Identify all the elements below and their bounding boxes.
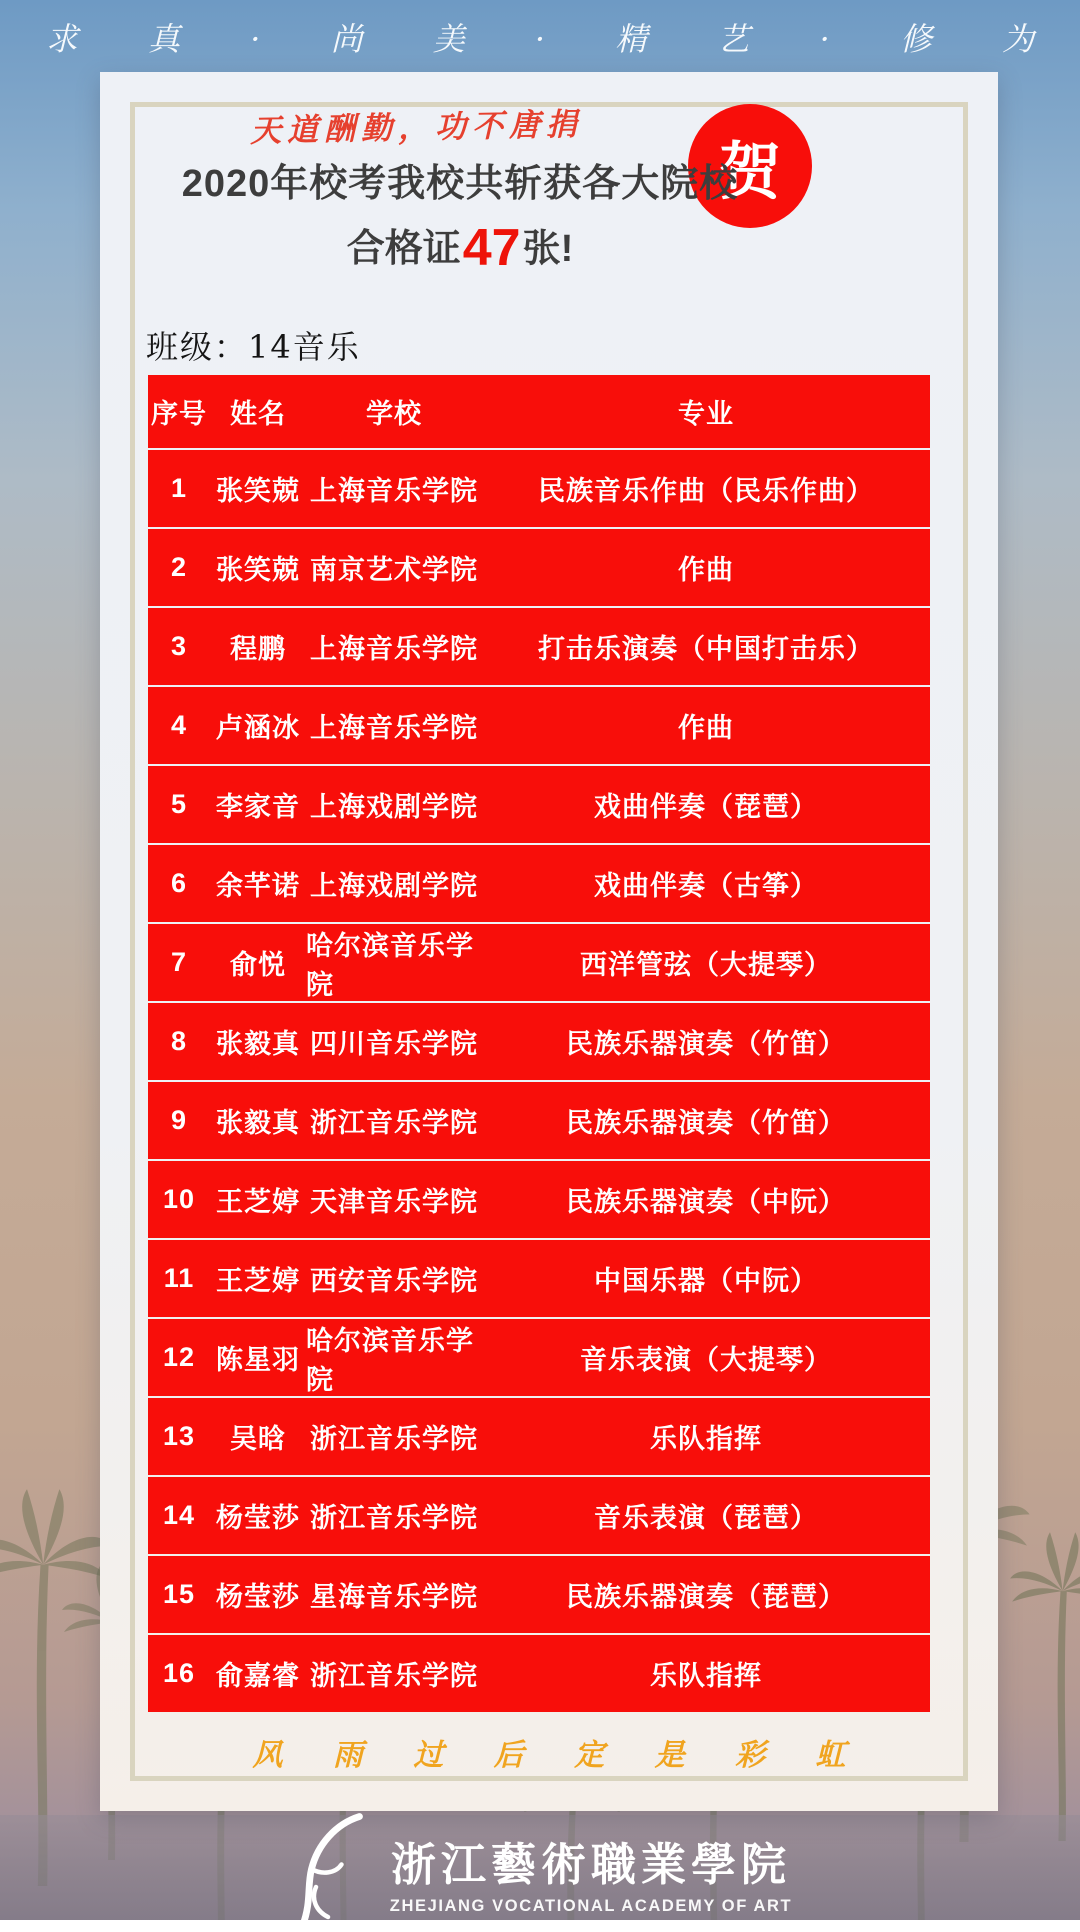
major-name: 音乐表演（大提琴）	[580, 1345, 832, 1375]
student-name: 杨莹莎	[216, 1503, 300, 1533]
school-name: 上海戏剧学院	[310, 792, 478, 822]
table-row	[148, 1082, 930, 1159]
school-name: 星海音乐学院	[310, 1582, 478, 1612]
student-name: 吴晗	[230, 1424, 286, 1454]
student-name: 张笑兢	[216, 476, 300, 506]
title-block	[140, 152, 780, 277]
table-row	[148, 1240, 930, 1317]
school-name: 上海音乐学院	[310, 713, 478, 743]
title-line2-suffix: 张!	[522, 228, 574, 270]
major-name: 乐队指挥	[650, 1424, 762, 1454]
student-name: 杨莹莎	[216, 1582, 300, 1612]
major-name: 作曲	[678, 555, 734, 585]
table-row	[148, 1477, 930, 1554]
table-row	[148, 450, 930, 527]
major-name: 音乐表演（琵琶）	[594, 1503, 818, 1533]
student-name: 李家音	[216, 792, 300, 822]
student-name: 俞悦	[230, 950, 286, 980]
table-row	[148, 608, 930, 685]
school-name: 浙江音乐学院	[310, 1661, 478, 1691]
row-number: 8	[170, 1026, 188, 1056]
row-number: 15	[162, 1579, 196, 1609]
title-line1: 2020年校考我校共斩获各大院校	[181, 163, 739, 205]
table-row	[148, 1635, 930, 1712]
footer-logo	[0, 1812, 1080, 1932]
school-name: 哈尔滨音乐学院	[306, 1325, 474, 1395]
dancer-logo-icon	[288, 1812, 374, 1932]
major-name: 中国乐器（中阮）	[594, 1266, 818, 1296]
table-row	[148, 845, 930, 922]
certificate-count: 47	[462, 219, 521, 277]
row-number: 2	[170, 552, 188, 582]
major-name: 戏曲伴奏（古筝）	[594, 871, 818, 901]
major-name: 民族乐器演奏（琵琶）	[566, 1582, 846, 1612]
school-name: 哈尔滨音乐学院	[306, 930, 474, 1000]
school-name-en: ZHEJIANG VOCATIONAL ACADEMY OF ART	[389, 1897, 793, 1915]
row-number: 3	[170, 631, 188, 661]
table-body	[148, 450, 930, 1712]
slogan-text: 求 真 · 尚 美 · 精 艺 · 修 为	[45, 20, 1065, 58]
student-name: 程鹏	[230, 634, 286, 664]
major-name: 乐队指挥	[650, 1661, 762, 1691]
table-row	[148, 1556, 930, 1633]
table-row	[148, 924, 930, 1001]
school-name: 浙江音乐学院	[310, 1424, 478, 1454]
row-number: 5	[170, 789, 188, 819]
major-name: 民族音乐作曲（民乐作曲）	[538, 476, 874, 506]
school-name: 浙江音乐学院	[310, 1108, 478, 1138]
school-name: 西安音乐学院	[310, 1266, 478, 1296]
handwriting-quote: 天道酬勤，功不唐捐	[249, 106, 584, 150]
school-name: 浙江音乐学院	[310, 1503, 478, 1533]
student-name: 张笑兢	[216, 555, 300, 585]
results-table	[148, 375, 930, 1712]
school-name-zh: 浙江藝術職業學院	[390, 1838, 791, 1891]
motto-text: 风 雨 过 后 定 是 彩 虹	[252, 1738, 866, 1773]
school-name: 上海戏剧学院	[310, 871, 478, 901]
major-name: 西洋管弦（大提琴）	[580, 950, 832, 980]
row-number: 9	[170, 1105, 188, 1135]
title-line2-prefix: 合格证	[346, 228, 461, 270]
announcement-card	[100, 72, 998, 1811]
student-name: 余芊诺	[216, 871, 300, 901]
table-header-row	[148, 375, 930, 448]
student-name: 张毅真	[216, 1029, 300, 1059]
major-name: 打击乐演奏（中国打击乐）	[538, 634, 874, 664]
student-name: 王芝婷	[216, 1187, 300, 1217]
table-row	[148, 766, 930, 843]
student-name: 王芝婷	[216, 1266, 300, 1296]
student-name: 俞嘉睿	[216, 1661, 300, 1691]
school-name: 天津音乐学院	[310, 1187, 478, 1217]
school-name: 上海音乐学院	[310, 634, 478, 664]
student-name: 卢涵冰	[216, 713, 300, 743]
school-name-block	[390, 1828, 792, 1916]
congrats-badge-text: 贺	[718, 134, 781, 208]
row-number: 14	[162, 1500, 196, 1530]
major-name: 民族乐器演奏（竹笛）	[566, 1108, 846, 1138]
major-name: 民族乐器演奏（竹笛）	[566, 1029, 846, 1059]
row-number: 10	[162, 1184, 196, 1214]
table-row	[148, 1161, 930, 1238]
column-header: 姓名	[230, 399, 286, 429]
table-row	[148, 529, 930, 606]
school-name: 上海音乐学院	[310, 476, 478, 506]
row-number: 16	[162, 1658, 196, 1688]
row-number: 6	[170, 868, 188, 898]
column-header: 序号	[151, 399, 207, 429]
student-name: 张毅真	[216, 1108, 300, 1138]
table-row	[148, 1003, 930, 1080]
row-number: 1	[170, 473, 188, 503]
row-number: 13	[162, 1421, 196, 1451]
class-label: 班级：14音乐	[146, 328, 361, 366]
title-line2	[140, 217, 780, 277]
school-name: 四川音乐学院	[310, 1029, 478, 1059]
table-row	[148, 687, 930, 764]
major-name: 作曲	[678, 713, 734, 743]
column-header: 专业	[678, 399, 734, 429]
row-number: 11	[163, 1263, 195, 1293]
school-name: 南京艺术学院	[310, 555, 478, 585]
table-row	[148, 1398, 930, 1475]
student-name: 陈星羽	[216, 1345, 300, 1375]
major-name: 戏曲伴奏（琵琶）	[594, 792, 818, 822]
table-row	[148, 1319, 930, 1396]
major-name: 民族乐器演奏（中阮）	[566, 1187, 846, 1217]
column-header: 学校	[366, 399, 422, 429]
row-number: 7	[170, 947, 188, 977]
row-number: 4	[170, 710, 188, 740]
row-number: 12	[162, 1342, 196, 1372]
